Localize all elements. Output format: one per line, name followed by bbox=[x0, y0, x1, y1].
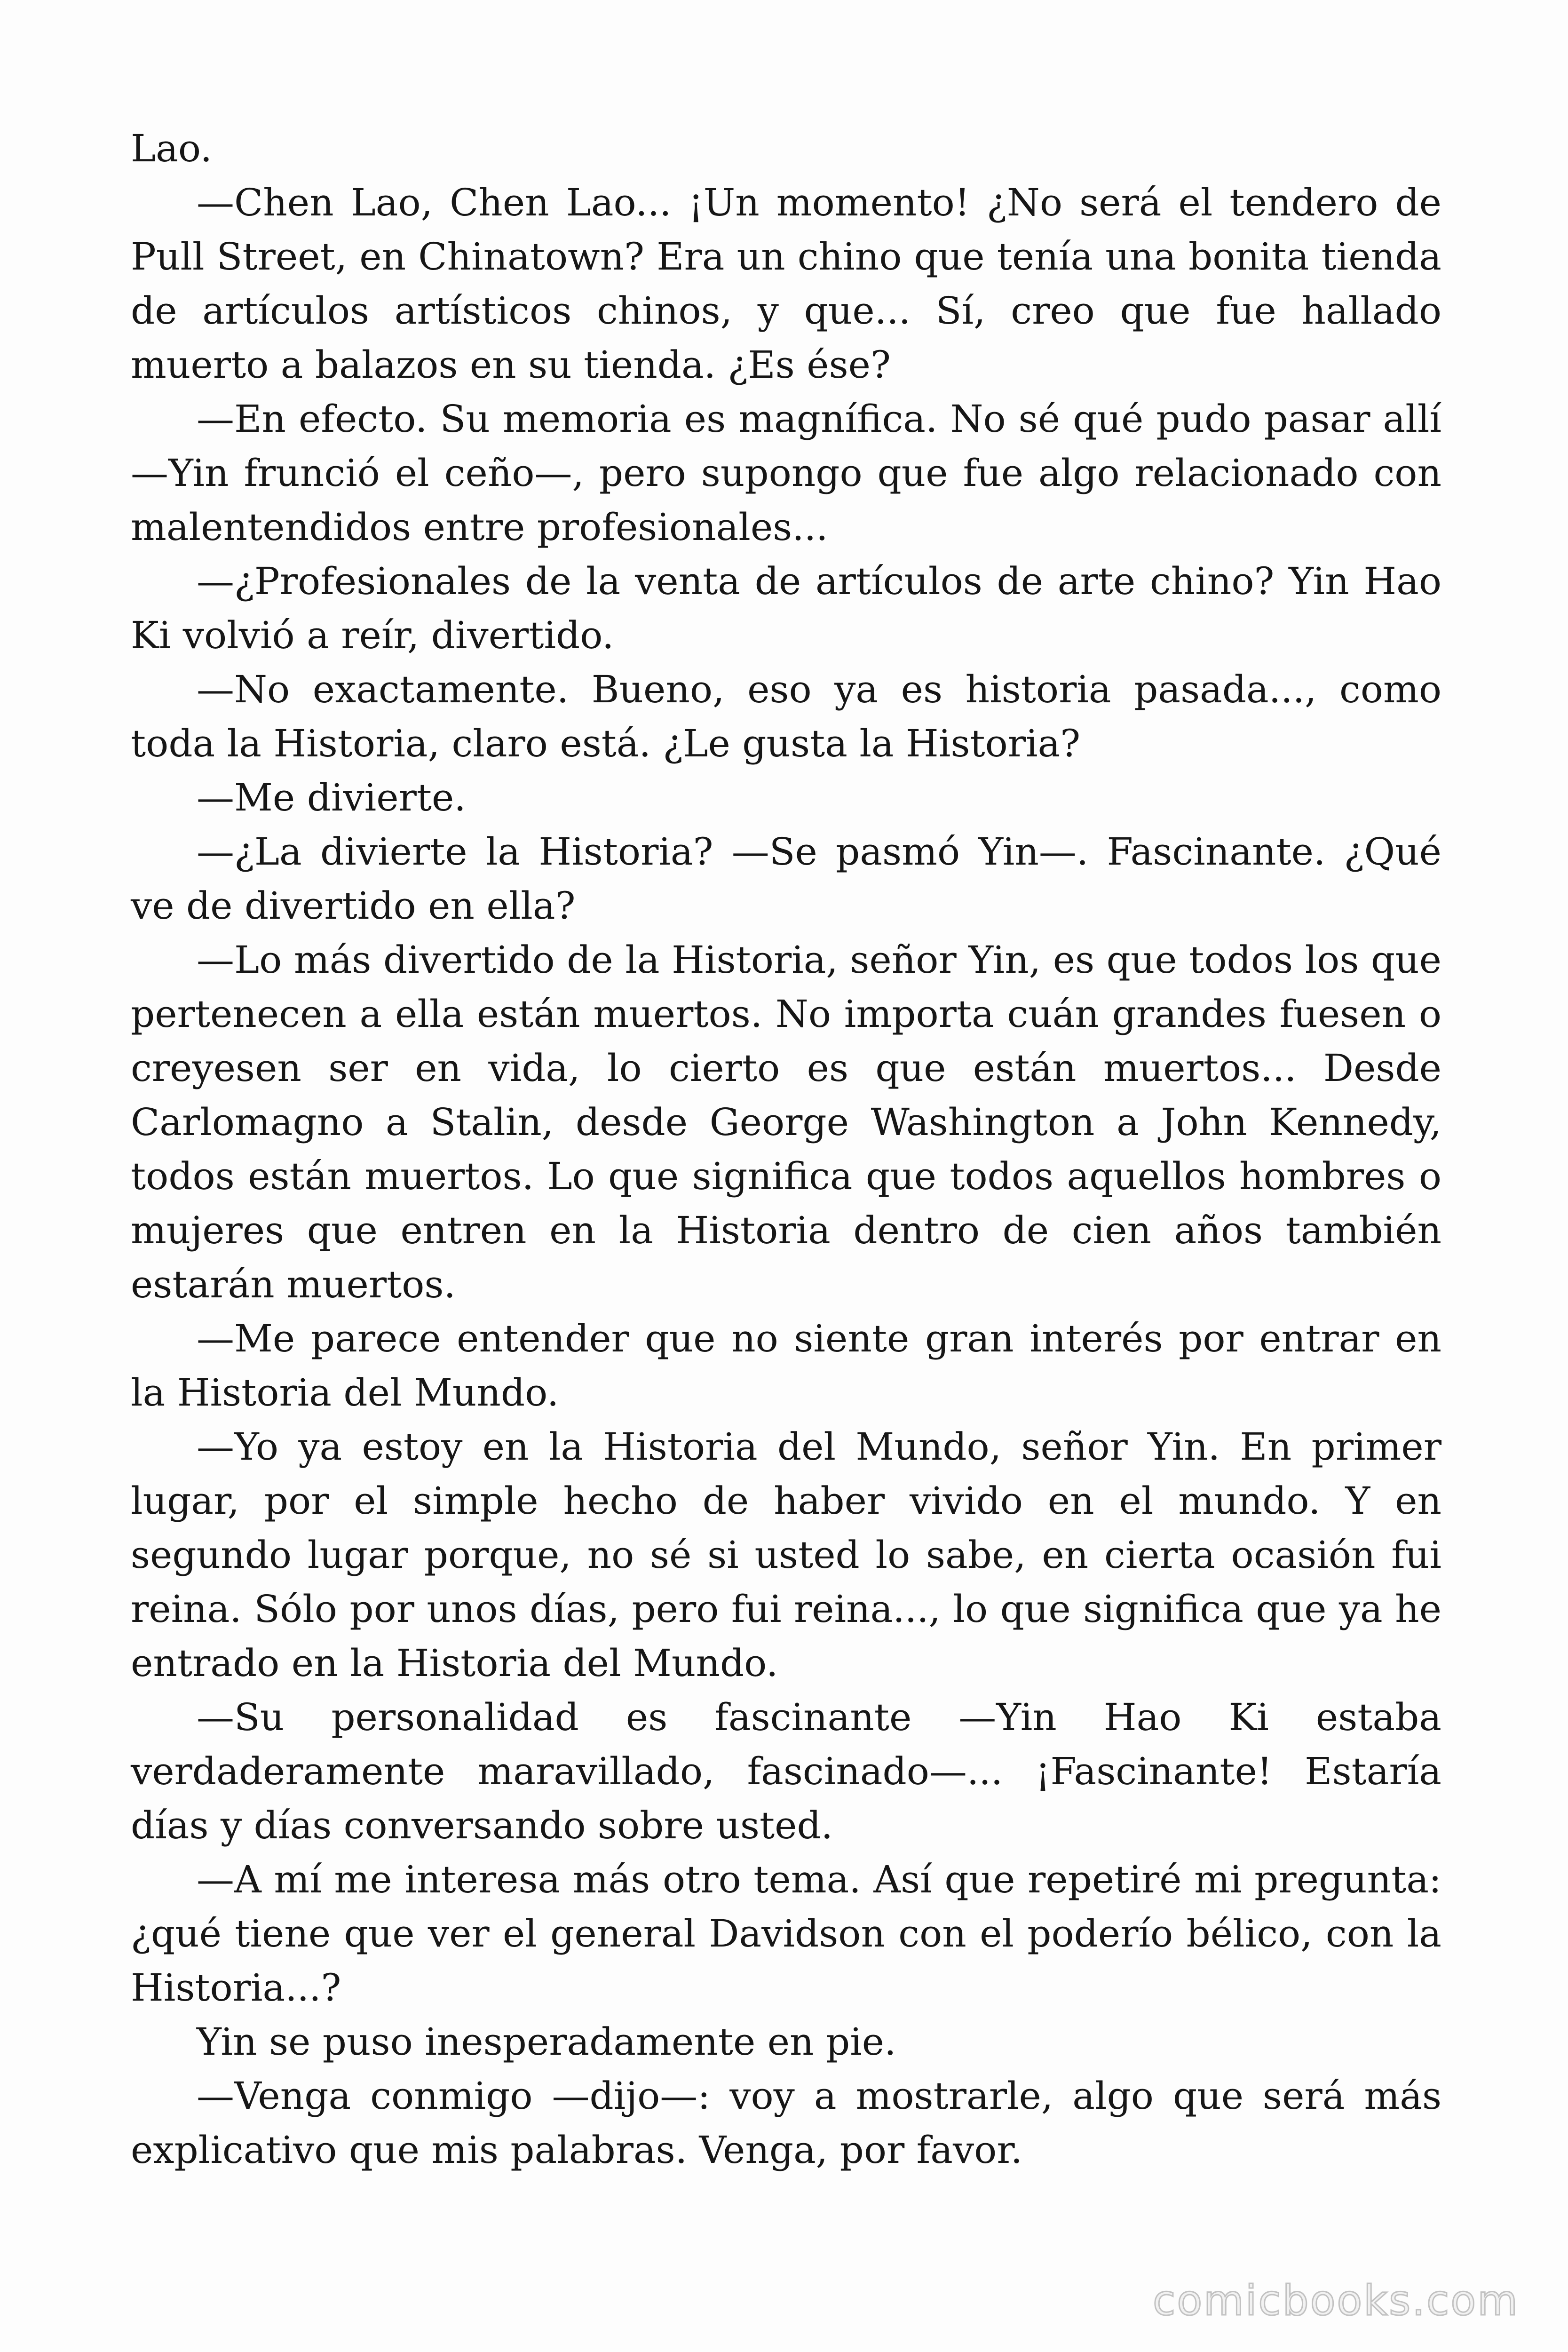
paragraph: —En efecto. Su memoria es magnífica. No sé qué pudo pasar allí —Yin frunció el ceño—, pero supongo que fue algo relacionado con malentendidos entre profesionales... bbox=[131, 397, 1441, 549]
paragraph: —Yo ya estoy en la Historia del Mundo, señor Yin. En primer lugar, por el simple hecho de haber vivido en el mundo. Y en segundo lugar porque, no sé si usted lo sabe, en cierta ocasión fui reina. Sólo por unos días, pero fui reina..., lo que significa que ya he entrado en la Historia del Mundo. bbox=[131, 1425, 1441, 1685]
paragraph: Yin se puso inesperadamente en pie. bbox=[197, 2020, 896, 2064]
paragraph: —Venga conmigo —dijo—: voy a mostrarle, algo que será más explicativo que mis palabras. Venga, por favor. bbox=[131, 2074, 1441, 2172]
paragraph: —A mí me interesa más otro tema. Así que repetiré mi pregunta: ¿qué tiene que ver el general Davidson con el poderío bélico, con la Historia...? bbox=[131, 1858, 1441, 2010]
paragraph: —Me divierte. bbox=[197, 776, 466, 819]
paragraph: —Me parece entender que no siente gran interés por entrar en la Historia del Mundo. bbox=[131, 1317, 1441, 1414]
paragraph-continuation: Lao. bbox=[131, 127, 213, 170]
paragraph: —¿La divierte la Historia? —Se pasmó Yin—. Fascinante. ¿Qué ve de divertido en ella? bbox=[131, 830, 1441, 928]
paragraph: —Su personalidad es fascinante —Yin Hao Ki estaba verdaderamente maravillado, fascinado—... ¡Fascinante! Estaría días y días conversando sobre usted. bbox=[131, 1695, 1441, 1847]
paragraph: —Chen Lao, Chen Lao... ¡Un momento! ¿No será el tendero de Pull Street, en Chinatown? Era un chino que tenía una bonita tienda de artículos artísticos chinos, y que... Sí, creo que fue hallado muerto a balazos en su tienda. ¿Es ése? bbox=[131, 181, 1441, 387]
watermark: comicbooks.com bbox=[1152, 2276, 1519, 2325]
page-body-text bbox=[131, 121, 1441, 2177]
paragraph: —No exactamente. Bueno, eso ya es historia pasada..., como toda la Historia, claro está. ¿Le gusta la Historia? bbox=[131, 667, 1441, 765]
paragraph: —Lo más divertido de la Historia, señor Yin, es que todos los que pertenecen a ella están muertos. No importa cuán grandes fuesen o creyesen ser en vida, lo cierto es que están muertos... Desde Carlomagno a Stalin, desde George Washington a John Kennedy, todos están muertos. Lo que significa que todos aquellos hombres o mujeres que entren en la Historia dentro de cien años también estarán muertos. bbox=[131, 938, 1441, 1306]
paragraph: —¿Profesionales de la venta de artículos de arte chino? Yin Hao Ki volvió a reír, divertido. bbox=[131, 559, 1441, 657]
